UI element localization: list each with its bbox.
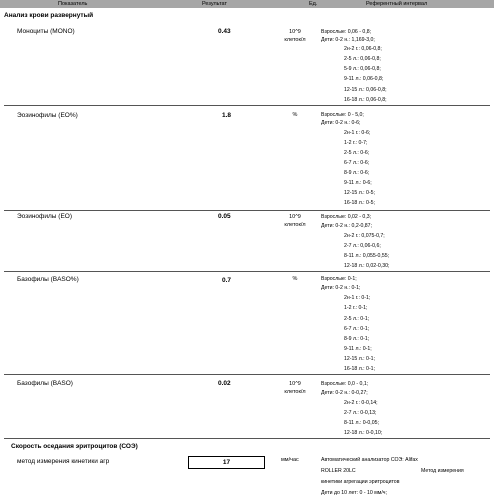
- col-indicator-header: Показатель: [58, 1, 88, 7]
- row-unit: 10^9 клеток/л: [284, 214, 306, 228]
- section-title-esr: Скорость оседания эритроцитов (СОЭ): [11, 443, 138, 450]
- row-divider: [4, 271, 490, 272]
- row-unit: %: [292, 276, 298, 282]
- row-result: 0.05: [218, 213, 231, 220]
- row-name: Моноциты (MONO): [17, 28, 75, 35]
- result-box: [188, 456, 265, 469]
- row-unit: мм/час: [281, 457, 299, 463]
- col-unit-header: Ед.: [309, 1, 318, 7]
- row-unit: %: [292, 112, 298, 118]
- section-title-blood: Анализ крови развернутый: [4, 12, 94, 19]
- row-name: Базофилы (BASO%): [17, 276, 79, 283]
- row-divider: [4, 210, 490, 211]
- row-unit: 10^9 клеток/л: [284, 29, 306, 43]
- row-name: Эозинофилы (ЕО): [17, 213, 72, 220]
- row-divider: [4, 374, 490, 375]
- col-ref-header: Референтный интервал: [366, 1, 428, 7]
- row-result: 1.8: [222, 112, 232, 119]
- table-header: [0, 0, 494, 8]
- row-result: 0.43: [218, 28, 231, 35]
- col-result-header: Результат: [202, 1, 228, 7]
- row-name: метод измерения кинетики агр: [17, 458, 110, 465]
- row-name: Эозинофилы (ЕО%): [17, 112, 78, 119]
- row-result: 0.7: [222, 277, 232, 284]
- row-name: Базофилы (BASO): [17, 380, 73, 387]
- row-divider: [4, 438, 490, 439]
- row-result: 17: [222, 459, 231, 466]
- row-divider: [4, 105, 490, 106]
- row-result: 0.02: [218, 380, 231, 387]
- row-unit: 10^9 клеток/л: [284, 381, 306, 395]
